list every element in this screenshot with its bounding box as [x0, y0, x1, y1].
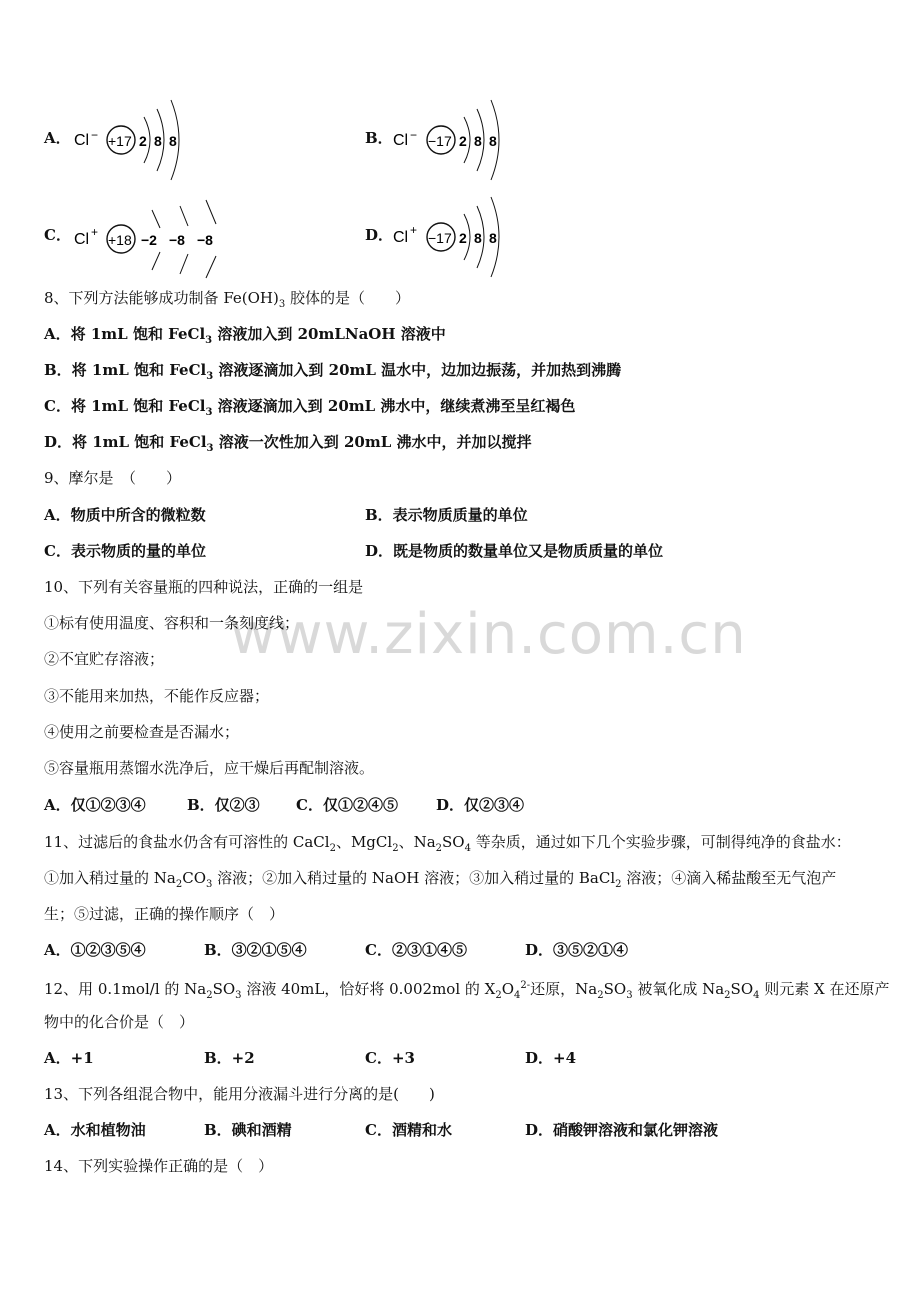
q13-option-b[interactable]: B．碘和酒精 [204, 1121, 292, 1139]
q10-statement-2: ②不宜贮存溶液； [44, 650, 165, 668]
ion-symbol: Cl [74, 231, 90, 248]
option-c-label: C． [44, 226, 71, 244]
option-c-diagram[interactable] [44, 192, 244, 286]
shell-2: 8 [474, 133, 482, 149]
q11-stem-line-3: 生；⑤过滤，正确的操作顺序（ ） [44, 905, 285, 923]
q8-stem: 8、下列方法能够成功制备 $Fe(OH)_3$ 胶体的是（ ） [44, 289, 411, 310]
ion-charge: + [410, 223, 418, 237]
q8-option-b[interactable]: B．将 1mL 饱和 FeCl$_3$ 溶液逐滴加入到 20mL 温水中，边加边振荡，并加热到沸腾 [44, 361, 622, 382]
q11-option-b[interactable]: B．③②①⑤④ [204, 941, 307, 959]
q10-stem: 10、下列有关容量瓶的四种说法，正确的一组是 [44, 578, 364, 596]
q9-option-c[interactable]: C．表示物质的量的单位 [44, 542, 206, 560]
q10-option-c[interactable]: C．仅①②④⑤ [296, 796, 398, 814]
ion-symbol: Cl [74, 132, 90, 149]
shell-1: 2 [459, 230, 467, 246]
q13-option-c[interactable]: C．酒精和水 [365, 1121, 452, 1139]
shell-1: 2 [139, 133, 147, 149]
shell-3: 8 [169, 133, 177, 149]
q12-option-c[interactable]: C．+3 [365, 1049, 415, 1067]
q9-option-b[interactable]: B．表示物质质量的单位 [365, 506, 528, 524]
q10-option-b[interactable]: B．仅②③ [187, 796, 260, 814]
q12-option-b[interactable]: B．+2 [204, 1049, 255, 1067]
shell-1: 2 [459, 133, 467, 149]
option-a-diagram[interactable] [44, 95, 214, 189]
q12-option-a[interactable]: A．+1 [44, 1049, 94, 1067]
shell-1: −2 [141, 232, 157, 248]
nucleus-charge: +18 [108, 232, 132, 248]
q10-statement-3: ③不能用来加热，不能作反应器； [44, 687, 270, 705]
q11-option-d[interactable]: D．③⑤②①④ [525, 941, 629, 959]
q11-option-c[interactable]: C．②③①④⑤ [365, 941, 467, 959]
nucleus-charge: +17 [108, 133, 132, 149]
q9-option-d[interactable]: D．既是物质的数量单位又是物质质量的单位 [365, 542, 664, 560]
shell-3: −8 [197, 232, 213, 248]
q14-stem: 14、下列实验操作正确的是（ ） [44, 1157, 274, 1175]
q12-stem-line-2: 物中的化合价是（ ） [44, 1013, 195, 1031]
nucleus-charge: −17 [428, 133, 452, 149]
ion-charge: − [91, 128, 99, 142]
q11-option-a[interactable]: A．①②③⑤④ [44, 941, 146, 959]
q12-option-d[interactable]: D．+4 [525, 1049, 577, 1067]
option-a-label: A． [44, 129, 71, 147]
q10-statement-5: ⑤容量瓶用蒸馏水洗净后，应干燥后再配制溶液。 [44, 759, 375, 777]
q10-statement-1: ①标有使用温度、容积和一条刻度线； [44, 614, 300, 632]
q9-stem: 9、摩尔是 （ ） [44, 469, 182, 487]
q8-option-d[interactable]: D．将 1mL 饱和 FeCl$_3$ 溶液一次性加入到 20mL 沸水中，并加以搅拌 [44, 433, 532, 454]
ion-symbol: Cl [393, 229, 409, 246]
option-d-label: D． [365, 226, 394, 244]
option-b-diagram[interactable] [365, 95, 535, 189]
shell-2: 8 [154, 133, 162, 149]
q8-option-a[interactable]: A．将 1mL 饱和 FeCl$_3$ 溶液加入到 20mLNaOH 溶液中 [44, 325, 446, 346]
ion-charge: + [91, 225, 99, 239]
ion-charge: − [410, 128, 418, 142]
q10-option-d[interactable]: D．仅②③④ [436, 796, 525, 814]
shell-3: 8 [489, 230, 497, 246]
shell-3: 8 [489, 133, 497, 149]
option-b-label: B． [365, 129, 393, 147]
nucleus-charge: −17 [428, 230, 452, 246]
q13-option-d[interactable]: D．硝酸钾溶液和氯化钾溶液 [525, 1121, 719, 1139]
option-d-diagram[interactable] [365, 192, 535, 286]
ion-structure-c [44, 192, 244, 282]
q13-stem: 13、下列各组混合物中，能用分液漏斗进行分离的是( ) [44, 1085, 435, 1103]
shell-2: 8 [474, 230, 482, 246]
q11-stem-line-2: ①加入稍过量的 $Na_2CO_3$ 溶液；②加入稍过量的 NaOH 溶液；③加入稍过量的 BaCl$_2$ 溶液；④滴入稀盐酸至无气泡产 [44, 869, 837, 890]
q12-stem-line-1: 12、用 0.1mol/l 的 $Na_2SO_3$ 溶液 40mL，恰好将 0.002mol 的 $X_2O_4^{2-}$还原，$Na_2SO_3$ 被氧化成 $Na_2SO_4$ 则元素 X 在还原产 [44, 980, 890, 1001]
ion-symbol: Cl [393, 132, 409, 149]
shell-2: −8 [169, 232, 185, 248]
watermark: www.zixin.com.cn [230, 602, 747, 667]
q8-option-c[interactable]: C．将 1mL 饱和 FeCl$_3$ 溶液逐滴加入到 20mL 沸水中，继续煮沸至呈红褐色 [44, 397, 576, 418]
q11-stem-line-1: 11、过滤后的食盐水仍含有可溶性的 CaCl$_2$、MgCl$_2$、$Na_2SO_4$ 等杂质，通过如下几个实验步骤，可制得纯净的食盐水： [44, 833, 851, 854]
q13-option-a[interactable]: A．水和植物油 [44, 1121, 146, 1139]
q10-statement-4: ④使用之前要检查是否漏水； [44, 723, 240, 741]
q9-option-a[interactable]: A．物质中所含的微粒数 [44, 506, 206, 524]
q10-option-a[interactable]: A．仅①②③④ [44, 796, 146, 814]
